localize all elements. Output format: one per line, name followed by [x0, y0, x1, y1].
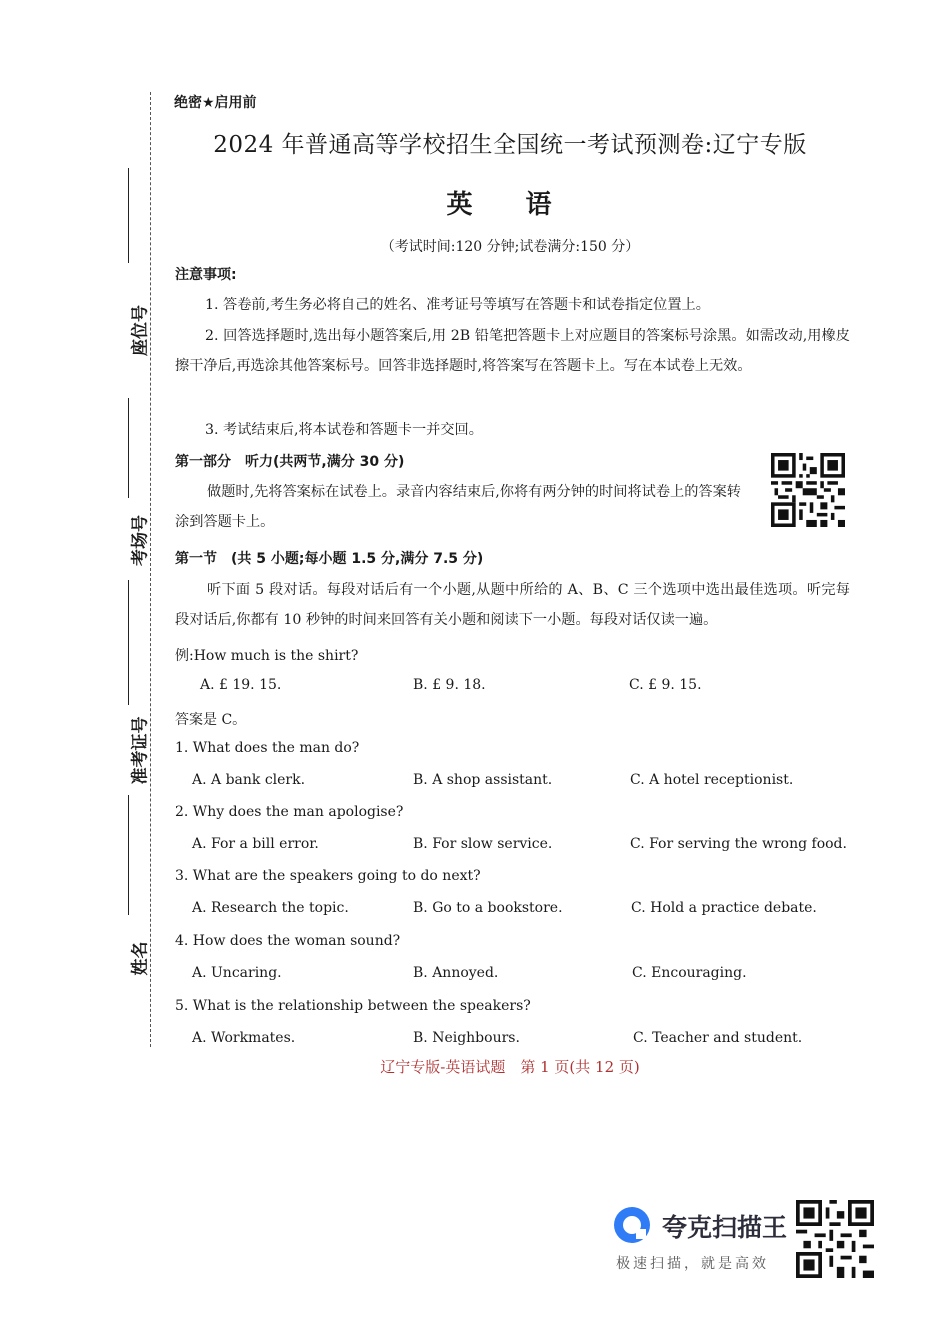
ticket-line — [128, 580, 129, 705]
q1-option-b: B. A shop assistant. — [413, 772, 553, 788]
q4-option-a: A. Uncaring. — [192, 965, 282, 981]
example-option-b: B. £ 9. 18. — [413, 677, 486, 693]
subject-title: 英 语 — [446, 190, 574, 220]
page-footer: 辽宁专版-英语试题 第 1 页(共 12 页) — [380, 1058, 640, 1076]
name-label: 姓名 — [130, 941, 151, 976]
name-line — [128, 795, 129, 915]
seat-label: 座位号 — [130, 305, 151, 356]
quark-logo-icon — [612, 1205, 652, 1245]
q1-option-c: C. A hotel receptionist. — [630, 772, 794, 788]
q3-option-a: A. Research the topic. — [192, 900, 349, 916]
q2-option-b: B. For slow service. — [413, 836, 553, 852]
question-1: 1. What does the man do? — [175, 740, 360, 756]
brand-name: 夸克扫描王 — [662, 1213, 788, 1242]
part1-intro: 做题时,先将答案标在试卷上。录音内容结束后,你将有两分钟的时间将试卷上的答案转涂到答题卡上。 — [175, 484, 741, 530]
notes-heading: 注意事项: — [175, 267, 237, 283]
q1-option-a: A. A bank clerk. — [192, 772, 306, 788]
note-item: 1. 答卷前,考生务必将自己的姓名、准考证号等填写在答题卡和试卷指定位置上。 — [205, 297, 710, 313]
example-answer: 答案是 C。 — [175, 712, 247, 728]
q2-option-c: C. For serving the wrong food. — [630, 836, 847, 852]
ticket-label: 准考证号 — [130, 716, 151, 785]
room-line — [128, 398, 129, 498]
note-item: 2. 回答选择题时,选出每小题答案后,用 2B 铅笔把答题卡上对应题目的答案标号涂黑。如需改动,用橡皮擦干净后,再选涂其他答案标号。回答非选择题时,将答案写在答题卡上。写在本试卷上无效。 — [175, 328, 850, 374]
example-question: 例:How much is the shirt? — [175, 648, 359, 664]
room-label: 考场号 — [130, 515, 151, 566]
note-item: 3. 考试结束后,将本试卷和答题卡一并交回。 — [205, 422, 483, 438]
section1-instructions: 听下面 5 段对话。每段对话后有一个小题,从题中所给的 A、B、C 三个选项中选出最佳选项。听完每段对话后,你都有 10 秒钟的时间来回答有关小题和阅读下一小题。每段对话仅读一遍。 — [175, 582, 850, 628]
exam-info: （考试时间:120 分钟;试卷满分:150 分） — [380, 239, 640, 255]
example-option-a: A. £ 19. 15. — [200, 677, 282, 693]
qr-code-icon — [770, 453, 846, 527]
q4-option-b: B. Annoyed. — [413, 965, 499, 981]
page-title: 2024 年普通高等学校招生全国统一考试预测卷:辽宁专版 — [213, 132, 807, 158]
brand-qr-code-icon — [795, 1200, 875, 1278]
q5-option-a: A. Workmates. — [192, 1030, 296, 1046]
q2-option-a: A. For a bill error. — [192, 836, 319, 852]
question-3: 3. What are the speakers going to do next? — [175, 868, 481, 884]
confidential-mark: 绝密★启用前 — [174, 95, 257, 111]
brand-slogan: 极速扫描，就是高效 — [616, 1256, 769, 1272]
section1-heading: 第一节 (共 5 小题;每小题 1.5 分,满分 7.5 分) — [175, 551, 484, 567]
part1-heading: 第一部分 听力(共两节,满分 30 分) — [175, 454, 405, 470]
q5-option-c: C. Teacher and student. — [633, 1030, 803, 1046]
seat-line — [128, 168, 129, 263]
question-4: 4. How does the woman sound? — [175, 933, 401, 949]
q3-option-c: C. Hold a practice debate. — [631, 900, 817, 916]
q5-option-b: B. Neighbours. — [413, 1030, 520, 1046]
q4-option-c: C. Encouraging. — [632, 965, 747, 981]
question-5: 5. What is the relationship between the speakers? — [175, 998, 531, 1014]
question-2: 2. Why does the man apologise? — [175, 804, 404, 820]
q3-option-b: B. Go to a bookstore. — [413, 900, 563, 916]
example-option-c: C. £ 9. 15. — [629, 677, 702, 693]
